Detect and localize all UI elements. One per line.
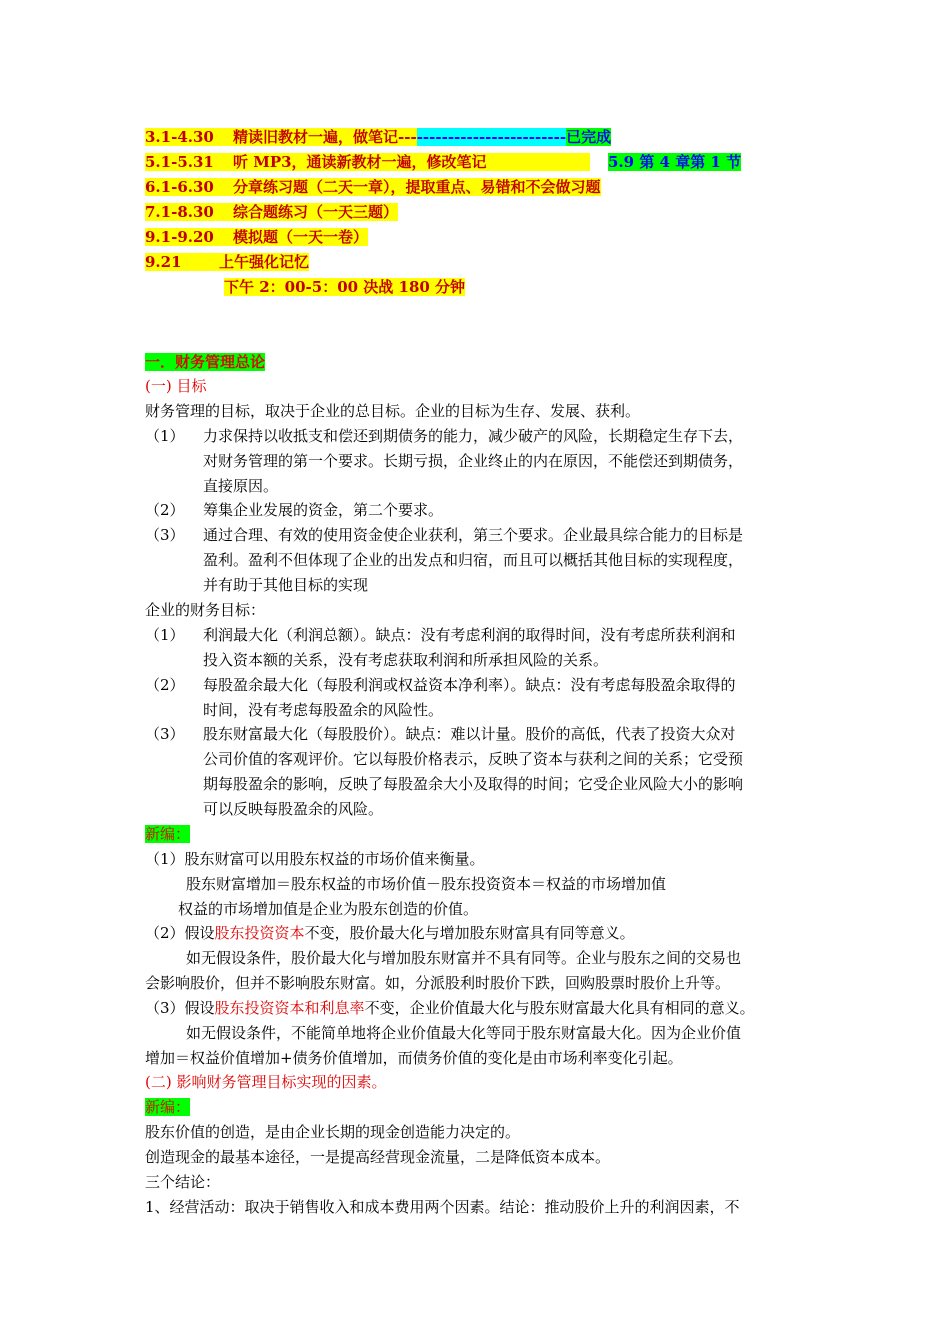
- paragraph: 三个结论：: [145, 1173, 221, 1191]
- subsection-title: (一) 目标: [145, 377, 207, 395]
- section-title: 一．财务管理总论: [145, 353, 266, 371]
- list-item-cont: 时间，没有考虑每股盈余的风险性。: [203, 701, 444, 719]
- schedule-task: 综合题练习（一天三题）: [233, 203, 399, 221]
- list-item: （1） 力求保持以收抵支和偿还到期债务的能力，减少破产的风险，长期稳定生存下去，: [145, 427, 744, 445]
- new-label: 新编：: [145, 1098, 191, 1116]
- schedule-status: 已完成: [566, 128, 612, 146]
- paragraph: 权益的市场增加值是企业为股东创造的价值。: [178, 900, 479, 918]
- schedule-row-5: [145, 226, 368, 248]
- schedule-task: 上午强化记忆: [219, 253, 310, 271]
- paragraph: 如无假设条件，股价最大化与增加股东财富并不具有同等。企业与股东之间的交易也: [186, 949, 742, 967]
- schedule-row-7: [224, 276, 465, 298]
- paragraph: （1）股东财富可以用股东权益的市场价值来衡量。: [145, 850, 485, 868]
- list-item-cont: 期每股盈余的影响，反映了每股盈余大小及取得的时间；它受企业风险大小的影响: [203, 775, 744, 793]
- schedule-row-4: [145, 201, 398, 223]
- schedule-date: 6.1-6.30: [145, 178, 214, 196]
- schedule-row-6: [145, 251, 309, 273]
- list-item: （3） 通过合理、有效的使用资金使企业获利，第三个要求。企业最具综合能力的目标是: [145, 526, 744, 544]
- subsection-title: (二) 影响财务管理目标实现的因素。: [145, 1073, 387, 1091]
- schedule-date: 3.1-4.30: [145, 128, 214, 146]
- paragraph: （2）假设股东投资资本不变，股价最大化与增加股东财富具有同等意义。: [145, 924, 635, 942]
- schedule-date: 9.21: [145, 253, 182, 271]
- paragraph: 财务管理的目标，取决于企业的总目标。企业的目标为生存、发展、获利。: [145, 402, 641, 420]
- list-item-cont: 直接原因。: [203, 477, 279, 495]
- list-item-cont: 对财务管理的第一个要求。长期亏损，企业终止的内在原因，不能偿还到期债务，: [203, 452, 744, 470]
- list-item-cont: 公司价值的客观评价。它以每股价格表示，反映了资本与获利之间的关系；它受预: [203, 750, 744, 768]
- new-label: 新编：: [145, 825, 191, 843]
- list-item: （1） 利润最大化（利润总额）。缺点：没有考虑利润的取得时间，没有考虑所获利润和: [145, 626, 736, 644]
- paragraph: 股东价值的创造，是由企业长期的现金创造能力决定的。: [145, 1123, 521, 1141]
- schedule-date: 5.1-5.31: [145, 153, 214, 171]
- paragraph: 1、经营活动：取决于销售收入和成本费用两个因素。结论：推动股价上升的利润因素，不: [145, 1198, 740, 1216]
- list-item-cont: 并有助于其他目标的实现: [203, 576, 369, 594]
- schedule-row-3: [145, 176, 601, 198]
- schedule-task: 分章练习题（二天一章），提取重点、易错和不会做习题: [233, 178, 601, 196]
- schedule-task: 精读旧教材一遍，做笔记---: [233, 128, 417, 146]
- schedule-task: 模拟题（一天一卷）: [233, 228, 369, 246]
- paragraph: 如无假设条件，不能简单地将企业价值最大化等同于股东财富最大化。因为企业价值: [186, 1024, 742, 1042]
- paragraph: （3）假设股东投资资本和利息率不变，企业价值最大化与股东财富最大化具有相同的意义。: [145, 999, 755, 1017]
- schedule-note: 5.9 第 4 章第 1 节: [608, 153, 742, 171]
- list-item-cont: 盈利。盈利不但体现了企业的出发点和归宿，而且可以概括其他目标的实现程度，: [203, 551, 744, 569]
- schedule-task: 下午 2：00-5：00 决战 180 分钟: [224, 278, 466, 296]
- list-item-cont: 投入资本额的关系，没有考虑获取利润和所承担风险的关系。: [203, 651, 609, 669]
- list-item-cont: 可以反映每股盈余的风险。: [203, 800, 384, 818]
- paragraph: 会影响股价，但并不影响股东财富。如，分派股利时股价下跌，回购股票时股价上升等。: [145, 974, 731, 992]
- list-item: （3） 股东财富最大化（每股股价）。缺点：难以计量。股价的高低，代表了投资大众对: [145, 725, 736, 743]
- paragraph: 增加＝权益价值增加+债务价值增加，而债务价值的变化是由市场利率变化引起。: [145, 1049, 683, 1067]
- schedule-date: 9.1-9.20: [145, 228, 214, 246]
- paragraph: 企业的财务目标：: [145, 601, 266, 619]
- paragraph: 创造现金的最基本途径，一是提高经营现金流量，二是降低资本成本。: [145, 1148, 611, 1166]
- schedule-date: 7.1-8.30: [145, 203, 214, 221]
- formula: 股东财富增加＝股东权益的市场价值－股东投资资本＝权益的市场增加值: [186, 875, 667, 893]
- list-item: （2） 每股盈余最大化（每股利润或权益资本净利率）。缺点：没有考虑每股盈余取得的: [145, 676, 736, 694]
- list-item: （2） 筹集企业发展的资金，第二个要求。: [145, 501, 444, 519]
- schedule-row-1: [145, 126, 611, 148]
- schedule-dashes: ------------------------: [416, 128, 567, 146]
- schedule-row-2: [145, 151, 741, 173]
- schedule-task: 听 MP3，通读新教材一遍，修改笔记: [233, 153, 487, 171]
